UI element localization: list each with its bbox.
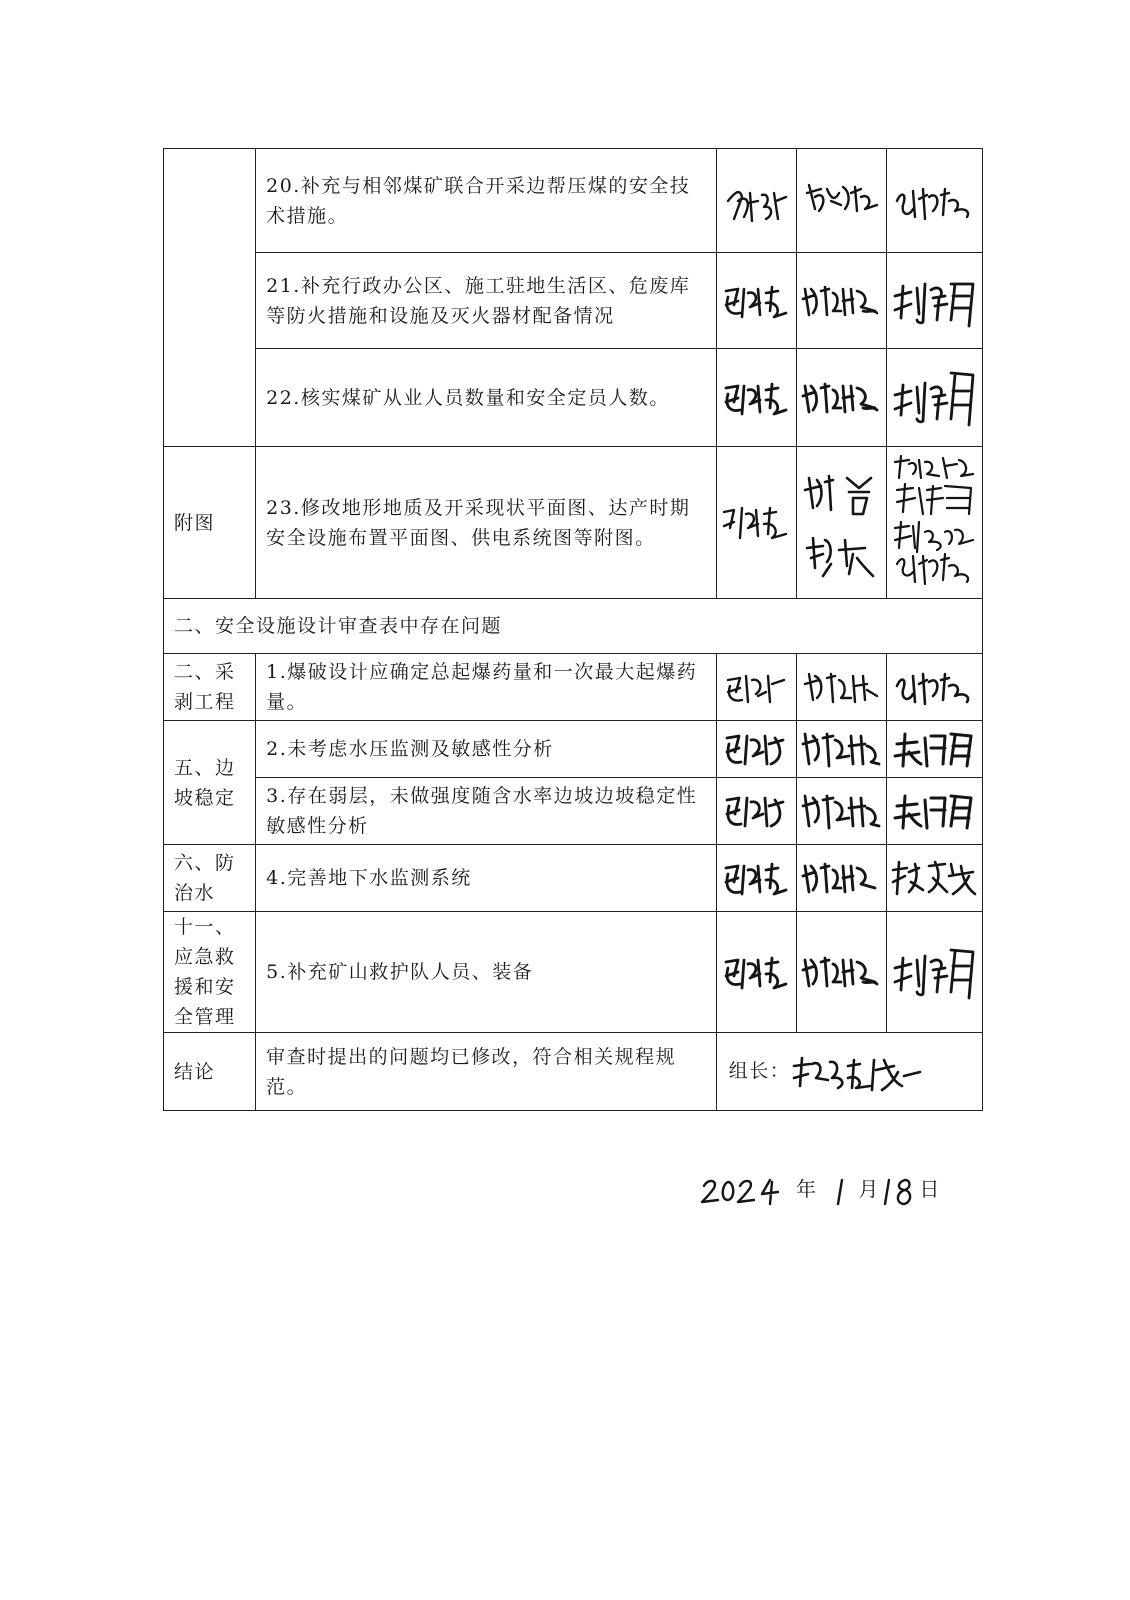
signature-verdict	[796, 721, 886, 778]
handwritten-signature-icon	[722, 662, 790, 712]
signature-status	[716, 349, 796, 447]
item-text: 3.存在弱层，未做强度随含水率边坡边坡稳定性敏感性分析	[256, 778, 717, 845]
table-row	[164, 721, 983, 778]
handwritten-signature-icon	[801, 662, 881, 712]
item-text: 23.修改地形地质及开采现状平面图、达产时期安全设施布置平面图、供电系统图等附图。	[256, 447, 717, 599]
signature-reviewer	[886, 721, 982, 778]
signature-verdict	[796, 349, 886, 447]
handwritten-signature-icon	[720, 368, 792, 428]
item-text: 4.完善地下水监测系统	[256, 845, 717, 912]
item-text: 5.补充矿山救护队人员、装备	[256, 912, 717, 1033]
part-two-title: 二、安全设施设计审查表中存在问题	[164, 599, 983, 654]
signature-status	[716, 149, 796, 253]
handwritten-year-icon	[700, 1176, 796, 1206]
signature-verdict	[796, 845, 886, 912]
handwritten-signature-icon	[720, 271, 792, 331]
handwritten-signature-icon	[801, 458, 881, 588]
handwritten-signature-icon	[799, 724, 883, 774]
signature-verdict	[796, 149, 886, 253]
signature-status	[716, 253, 796, 349]
signature-date	[700, 1173, 940, 1206]
table-row	[164, 447, 983, 599]
signature-reviewers-group	[886, 447, 982, 599]
handwritten-signature-icon	[721, 724, 791, 774]
handwritten-signature-icon	[721, 786, 791, 836]
signature-verdict	[796, 253, 886, 349]
handwritten-signature-icon	[720, 488, 792, 558]
table-row	[164, 599, 983, 654]
handwritten-signature-icon	[889, 270, 979, 332]
handwritten-signature-icon	[720, 942, 792, 1002]
item-text: 1.爆破设计应确定总起爆药量和一次最大起爆药量。	[256, 654, 717, 721]
review-table	[163, 148, 983, 1111]
table-row	[164, 349, 983, 447]
signature-status	[716, 721, 796, 778]
table-row	[164, 149, 983, 253]
handwritten-signature-icon	[799, 852, 883, 904]
leader-signature-icon	[790, 1050, 930, 1094]
handwritten-signature-icon	[889, 852, 979, 904]
signature-verdict	[796, 447, 886, 599]
handwritten-signature-icon	[799, 786, 883, 836]
section-attachments: 附图	[164, 447, 256, 599]
handwritten-signature-icon	[889, 448, 979, 598]
table-row	[164, 654, 983, 721]
section-water: 六、防治水	[164, 845, 256, 912]
signature-verdict	[796, 778, 886, 845]
leader-signature-cell	[716, 1033, 982, 1111]
date-day-unit: 日	[919, 1177, 941, 1201]
signature-reviewer	[886, 654, 982, 721]
handwritten-signature-icon	[801, 171, 881, 231]
signature-status	[716, 447, 796, 599]
signature-status	[716, 845, 796, 912]
conclusion-text: 审查时提出的问题均已修改，符合相关规程规范。	[256, 1033, 717, 1111]
section-cell-empty	[164, 149, 256, 447]
item-text: 22.核实煤矿从业人员数量和安全定员人数。	[256, 349, 717, 447]
signature-reviewer	[886, 253, 982, 349]
handwritten-signature-icon	[891, 786, 977, 836]
item-text: 21.补充行政办公区、施工驻地生活区、危废库等防火措施和设施及灭火器材配备情况	[256, 253, 717, 349]
table-row	[164, 912, 983, 1033]
signature-status	[716, 654, 796, 721]
handwritten-signature-icon	[889, 365, 979, 431]
table-row	[164, 778, 983, 845]
item-text: 2.未考虑水压监测及敏感性分析	[256, 721, 717, 778]
handwritten-signature-icon	[889, 940, 979, 1004]
table-row	[164, 253, 983, 349]
item-text: 20.补充与相邻煤矿联合开采边帮压煤的安全技术措施。	[256, 149, 717, 253]
handwritten-signature-icon	[799, 942, 883, 1002]
handwritten-day-icon	[879, 1176, 919, 1206]
signature-reviewer	[886, 149, 982, 253]
leader-label: 组长：	[728, 1059, 791, 1082]
handwritten-signature-icon	[799, 271, 883, 331]
section-conclusion: 结论	[164, 1033, 256, 1111]
signature-reviewer	[886, 349, 982, 447]
date-month-unit: 月	[858, 1177, 880, 1201]
handwritten-signature-icon	[891, 724, 977, 774]
section-mining: 二、采剥工程	[164, 654, 256, 721]
table-row	[164, 845, 983, 912]
signature-reviewer	[886, 845, 982, 912]
handwritten-signature-icon	[722, 171, 790, 231]
signature-verdict	[796, 912, 886, 1033]
section-emergency: 十一、应急救援和安全管理	[164, 912, 256, 1033]
handwritten-signature-icon	[891, 662, 977, 712]
section-slope: 五、边坡稳定	[164, 721, 256, 845]
handwritten-signature-icon	[720, 852, 792, 904]
signature-status	[716, 778, 796, 845]
handwritten-signature-icon	[799, 368, 883, 428]
handwritten-month-icon	[824, 1176, 858, 1206]
signature-reviewer	[886, 912, 982, 1033]
signature-status	[716, 912, 796, 1033]
handwritten-signature-icon	[891, 171, 977, 231]
date-year-unit: 年	[796, 1177, 817, 1201]
table-row	[164, 1033, 983, 1111]
signature-reviewer	[886, 778, 982, 845]
signature-verdict	[796, 654, 886, 721]
